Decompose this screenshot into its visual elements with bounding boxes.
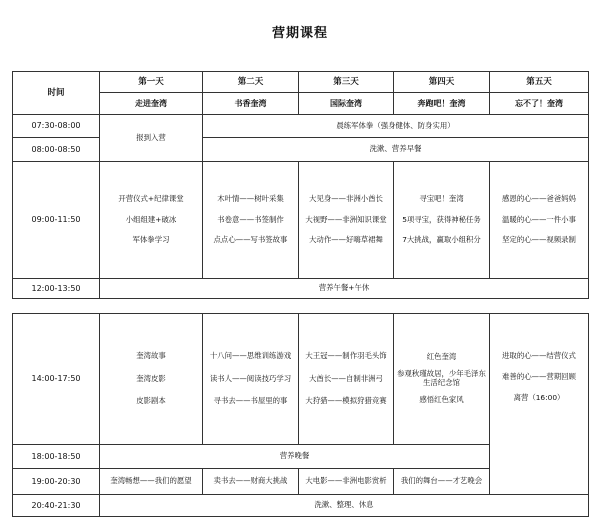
activity-line: 5项寻宝，获得神秘任务 (402, 214, 481, 224)
activity-line: 书卷意——书签制作 (217, 214, 284, 224)
time-1400: 14:00-17:50 (13, 314, 100, 445)
theme-day-3: 国际奎湾 (299, 93, 394, 115)
activity-line: 大视野——非洲知识课堂 (305, 214, 387, 224)
night: 洗漱、整理、休息 (100, 495, 589, 517)
activity-line: 进取的心——结营仪式 (502, 351, 576, 360)
header-row-themes (13, 93, 589, 115)
activity-line: 感恩的心——爸爸妈妈 (502, 193, 576, 203)
activity-line: 小组组建+破冰 (125, 214, 177, 224)
afternoon-day-4 (394, 314, 490, 445)
time-1800: 18:00-18:50 (13, 445, 100, 469)
evening-day-3: 大电影——非洲电影赏析 (299, 469, 394, 495)
afternoon-day-2 (203, 314, 299, 445)
activity-line: 温暖的心——一件小事 (502, 214, 576, 224)
activity-line: 军体拳学习 (132, 235, 170, 245)
header-day-4: 第四天 (394, 72, 490, 93)
dinner: 营养晚餐 (100, 445, 490, 469)
time-0730: 07:30-08:00 (13, 115, 100, 138)
activity-line: 大酋长——自制非洲弓 (309, 373, 383, 383)
lunch: 营养午餐+午休 (100, 279, 589, 299)
activity-line: 7大挑战，赢取小组积分 (402, 235, 481, 245)
day1-checkin: 报到入营 (100, 115, 203, 162)
activity-line: 点点心——写书签故事 (213, 235, 288, 245)
activity-line: 皮影剧本 (136, 396, 166, 406)
morning-day-5 (490, 162, 589, 279)
afternoon-day-3 (299, 314, 394, 445)
afternoon-day-5 (490, 314, 589, 495)
evening-day-2: 卖书去——财商大挑战 (203, 469, 299, 495)
activity-line: 离营（16:00） (513, 392, 565, 402)
row-0800 (13, 138, 589, 162)
time-1200: 12:00-13:50 (13, 279, 100, 299)
activity-line: 感悟红色家风 (419, 394, 464, 404)
schedule-table-morning (12, 71, 589, 299)
row-1400 (13, 314, 589, 445)
activity-line: 寻书去——书屋里的事 (213, 396, 288, 406)
activity-line: 木叶情——树叶采集 (217, 193, 284, 203)
activity-line: 坚定的心——视频录制 (502, 235, 576, 245)
activity-line: 难善的心——营期回顾 (502, 371, 576, 381)
theme-day-5: 忘不了！奎湾 (490, 93, 589, 115)
activity-line: 大见身——非洲小酋长 (309, 193, 383, 203)
time-2040: 20:40-21:30 (13, 495, 100, 517)
header-day-2: 第二天 (203, 72, 299, 93)
morning-day-1 (100, 162, 203, 279)
header-day-3: 第三天 (299, 72, 394, 93)
row-0730 (13, 115, 589, 138)
theme-day-2: 书香奎湾 (203, 93, 299, 115)
header-day-1: 第一天 (100, 72, 203, 93)
evening-day-4: 我们的舞台——才艺晚会 (394, 469, 490, 495)
page-title: 营期课程 (271, 26, 328, 41)
row-0900 (13, 162, 589, 279)
morning-day-3 (299, 162, 394, 279)
theme-day-1: 走进奎湾 (100, 93, 203, 115)
activity-line: 大王冠——制作羽毛头饰 (305, 350, 387, 360)
evening-day-1: 奎湾畅想——我们的愿望 (100, 469, 203, 495)
activity-line: 红色奎湾 (426, 352, 457, 362)
activity-line: 寻宝吧！奎湾 (419, 193, 464, 203)
afternoon-day-1 (100, 314, 203, 445)
time-0900: 09:00-11:50 (13, 162, 100, 279)
activity-line: 十八问——思维训练游戏 (209, 350, 292, 360)
activity-line: 奎湾皮影 (136, 373, 166, 383)
morning-exercise: 晨练军体拳（强身健体、防身实用） (203, 115, 589, 138)
activity-line: 大动作——好嗨草裙舞 (309, 235, 383, 245)
header-time: 时间 (13, 72, 100, 115)
morning-day-4 (394, 162, 490, 279)
header-row-days (13, 72, 589, 93)
row-1200 (13, 279, 589, 299)
breakfast-cell: 洗漱、营养早餐 (203, 138, 589, 162)
time-1900: 19:00-20:30 (13, 469, 100, 495)
theme-day-4: 奔跑吧！奎湾 (394, 93, 490, 115)
row-2040 (13, 495, 589, 517)
morning-day-2 (203, 162, 299, 279)
time-0800: 08:00-08:50 (13, 138, 100, 162)
activity-line: 开营仪式+纪律课堂 (118, 193, 184, 203)
schedule-table-afternoon (12, 313, 589, 517)
activity-line: 大狩猎——模拟狩猎竞赛 (305, 396, 387, 406)
activity-line: 读书人——阅读技巧学习 (209, 373, 292, 383)
activity-line: 参观秋瑾故居，少年毛泽东生活纪念馆 (397, 369, 486, 387)
activity-line: 奎湾故事 (136, 350, 166, 360)
header-day-5: 第五天 (490, 72, 589, 93)
